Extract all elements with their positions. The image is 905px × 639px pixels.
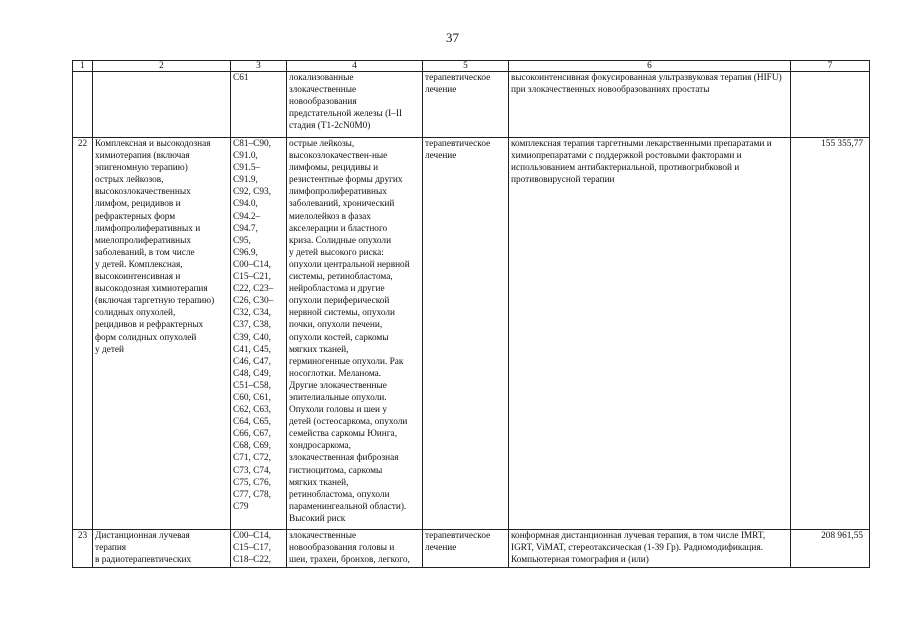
- type-line: лечение: [425, 151, 457, 162]
- patient-model-cell: [287, 72, 423, 138]
- model-line: нервной системы, опухоли: [289, 308, 395, 319]
- table-row: [73, 72, 870, 138]
- codes-line: C71, C72,: [233, 453, 271, 464]
- name-line: химиотерапия (включая: [95, 151, 190, 162]
- codes-line: C81–C90,: [233, 139, 271, 149]
- model-line: у детей высокого риска:: [289, 247, 384, 258]
- codes-line: C66, C67,: [233, 429, 271, 440]
- model-line: Другие злокачественные: [289, 380, 387, 391]
- name-line: миелопролиферативных: [95, 235, 192, 246]
- name-line: рецидивов и рефрактерных: [95, 320, 204, 331]
- treatment-type-cell: [423, 530, 509, 568]
- codes-line: C62, C63,: [233, 405, 271, 416]
- model-line: детей (остеосаркома, опухоли: [289, 417, 408, 428]
- codes-line: C32, C34,: [233, 308, 271, 319]
- model-line: гистиоцитома, саркомы: [289, 465, 383, 476]
- treatment-method-cell: [509, 530, 791, 568]
- name-line: высокозлокачественных: [95, 187, 191, 198]
- name-line: форм солидных опухолей: [95, 332, 197, 343]
- cost-cell: [791, 138, 870, 530]
- codes-line: C79: [233, 501, 249, 512]
- model-line: параменингеальной области).: [289, 501, 407, 512]
- type-line: лечение: [425, 85, 457, 96]
- table-row: [73, 530, 870, 568]
- name-line: эпигеномную терапию): [95, 163, 188, 174]
- patient-model-cell: [287, 138, 423, 530]
- model-line: эпителиальные опухоли.: [289, 392, 387, 403]
- service-name-cell: [93, 530, 231, 568]
- codes-line: C39, C40,: [233, 332, 271, 343]
- codes-line: C00–C14,: [233, 531, 271, 541]
- name-line: (включая таргетную терапию): [95, 296, 215, 307]
- treatment-type-cell: [423, 138, 509, 530]
- codes-line: C22, C23–: [233, 284, 274, 295]
- treatment-method-cell: [509, 138, 791, 530]
- name-line: Дистанционная лучевая: [95, 531, 190, 541]
- name-line: в радиотерапевтических: [95, 555, 192, 566]
- model-line: миелолейкоз в фазах: [289, 211, 371, 222]
- num-text: 22: [77, 139, 88, 149]
- name-line: солидных опухолей,: [95, 308, 176, 319]
- codes-line: C96.9,: [233, 247, 258, 258]
- column-header: 1: [73, 61, 93, 72]
- row-number-cell: [73, 530, 93, 568]
- model-line: акселерации и бластного: [289, 223, 388, 234]
- model-line: ретинобластома, опухоли: [289, 489, 390, 500]
- model-line: семейства саркомы Юинга,: [289, 429, 398, 440]
- column-header: 5: [423, 61, 509, 72]
- column-header: 2: [93, 61, 231, 72]
- codes-line: C94.2–: [233, 211, 261, 222]
- cost-cell: [791, 72, 870, 138]
- model-line: стадия (T1-2cN0M0): [289, 121, 371, 132]
- codes-line: C48, C49,: [233, 368, 271, 379]
- codes-line: C91.0,: [233, 151, 258, 162]
- type-line: терапевтическое: [425, 139, 491, 149]
- column-header: 7: [791, 61, 870, 72]
- name-line: у детей: [95, 344, 124, 355]
- model-line: злокачественные: [289, 531, 357, 541]
- model-line: криза. Солидные опухоли: [289, 235, 392, 246]
- name-line: острых лейкозов,: [95, 175, 164, 186]
- patient-model-cell: [287, 530, 423, 568]
- model-line: локализованные: [289, 73, 354, 83]
- model-line: лимфопролиферативных: [289, 187, 387, 198]
- name-line: заболеваний, в том числе: [95, 247, 195, 258]
- model-line: опухоли костей, саркомы: [289, 332, 389, 343]
- model-line: новообразования: [289, 97, 357, 108]
- model-line: Высокий риск: [289, 513, 346, 524]
- model-line: системы, ретинобластома,: [289, 272, 393, 283]
- codes-line: C91.9,: [233, 175, 258, 186]
- model-line: острые лейкозы,: [289, 139, 355, 149]
- codes-line: C18–C22,: [233, 555, 271, 566]
- column-header: 3: [231, 61, 287, 72]
- icd-codes-cell: [231, 72, 287, 138]
- row-number-cell: [73, 138, 93, 530]
- codes-line: C73, C74,: [233, 465, 271, 476]
- codes-line: C92, C93,: [233, 187, 271, 198]
- codes-line: C94.7,: [233, 223, 258, 234]
- service-name-cell: [93, 138, 231, 530]
- type-line: терапевтическое: [425, 531, 491, 541]
- method-text: комплексная терапия таргетными лекарственными препаратами и химиопрепаратами с поддержкой ростовыми факторами и использованием антибактериальной, противогрибковой и противовирусной терапии: [511, 139, 772, 186]
- codes-line: C75, C76,: [233, 477, 271, 488]
- cost-cell: [791, 530, 870, 568]
- codes-line: C26, C30–: [233, 296, 274, 307]
- model-line: опухоли периферической: [289, 296, 390, 307]
- name-line: у детей. Комплексная,: [95, 259, 183, 270]
- codes-line: C15–C21,: [233, 272, 271, 283]
- codes-line: C46, C47,: [233, 356, 271, 367]
- codes-line: C77, C78,: [233, 489, 271, 500]
- model-line: высокозлокачествен-ные: [289, 151, 388, 162]
- page-number: 37: [446, 30, 459, 45]
- icd-codes-cell: [231, 138, 287, 530]
- icd-codes-cell: [231, 530, 287, 568]
- codes-line: C37, C38,: [233, 320, 271, 331]
- service-name-cell: [93, 72, 231, 138]
- name-line: рефрактерных форм: [95, 211, 176, 222]
- column-header: 6: [509, 61, 791, 72]
- treatment-type-cell: [423, 72, 509, 138]
- method-text: высокоинтенсивная фокусированная ультразвуковая терапия (HIFU) при злокачественных новообразованиях простаты: [511, 73, 782, 96]
- model-line: предстательной железы (I–II: [289, 109, 403, 120]
- codes-line: C15–C17,: [233, 543, 271, 554]
- method-text: конформная дистанционная лучевая терапия, в том числе IMRT, IGRT, ViMAT, стереотаксическая (1-39 Гр). Радиомодификация. Компьютерная томография и (или): [511, 531, 766, 566]
- treatment-method-cell: [509, 72, 791, 138]
- column-header-row: [73, 61, 870, 72]
- name-line: лимфопролиферативных и: [95, 223, 201, 234]
- cost-text: 155 355,77: [821, 139, 863, 149]
- model-line: мягких тканей,: [289, 344, 349, 355]
- type-line: терапевтическое: [425, 73, 491, 83]
- name-line: высокодозная химиотерапия: [95, 284, 208, 295]
- num-text: 23: [77, 531, 88, 541]
- model-line: заболеваний, хронический: [289, 199, 395, 210]
- column-header: 4: [287, 61, 423, 72]
- codes-line: C91.5–: [233, 163, 261, 174]
- codes-line: C61: [233, 73, 249, 83]
- codes-line: C00–C14,: [233, 259, 271, 270]
- model-line: опухоли центральной нервной: [289, 259, 410, 270]
- row-number-cell: [73, 72, 93, 138]
- type-line: лечение: [425, 543, 457, 554]
- model-line: новообразования головы и: [289, 543, 395, 554]
- name-line: высокоинтенсивная и: [95, 272, 181, 283]
- table-row: [73, 138, 870, 530]
- codes-line: C94.0,: [233, 199, 258, 210]
- codes-line: C95,: [233, 235, 251, 246]
- model-line: резистентные формы других: [289, 175, 403, 186]
- codes-line: C68, C69,: [233, 441, 271, 452]
- model-line: хондросаркома,: [289, 441, 351, 452]
- codes-line: C60, C61,: [233, 392, 271, 403]
- model-line: злокачественные: [289, 85, 357, 96]
- model-line: Опухоли головы и шеи у: [289, 405, 387, 416]
- model-line: нейробластома и другие: [289, 284, 385, 295]
- model-line: почки, опухоли печени,: [289, 320, 383, 331]
- model-line: носоглотки. Меланома.: [289, 368, 382, 379]
- name-line: Комплексная и высокодозная: [95, 139, 211, 149]
- model-line: лимфомы, рецидивы и: [289, 163, 379, 174]
- services-table: [72, 60, 870, 568]
- cost-text: 208 961,55: [821, 531, 863, 541]
- model-line: злокачественная фиброзная: [289, 453, 399, 464]
- codes-line: C41, C45,: [233, 344, 271, 355]
- model-line: шеи, трахеи, бронхов, легкого,: [289, 555, 410, 566]
- name-line: терапия: [95, 543, 127, 554]
- name-line: лимфом, рецидивов и: [95, 199, 181, 210]
- codes-line: C64, C65,: [233, 417, 271, 428]
- codes-line: C51–C58,: [233, 380, 271, 391]
- model-line: мягких тканей,: [289, 477, 349, 488]
- model-line: герминогенные опухоли. Рак: [289, 356, 404, 367]
